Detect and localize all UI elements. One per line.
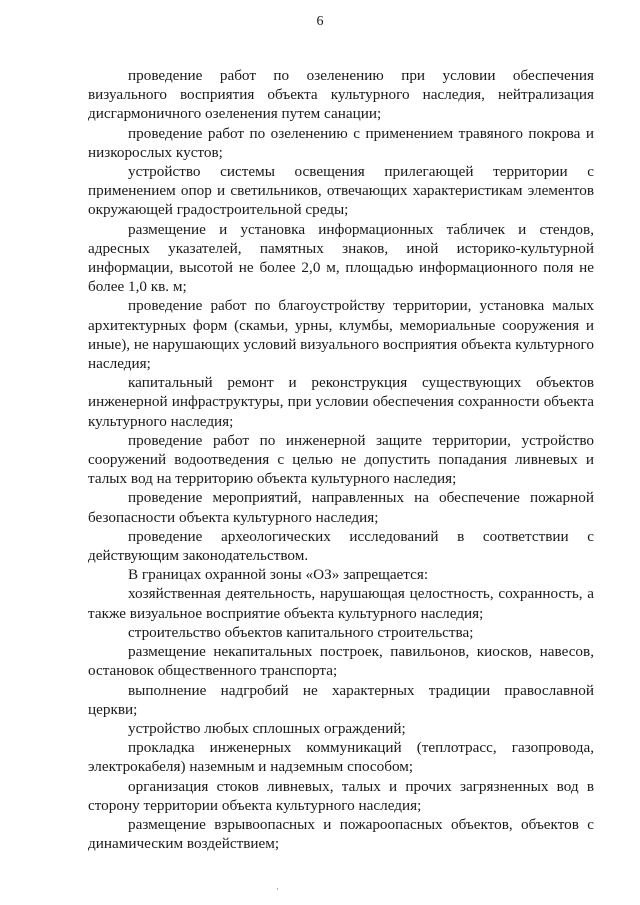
paragraph-economic-activity: хозяйственная деятельность, нарушающая целостность, сохранность, а также визуальное восприятие объекта культурного наследия;: [88, 585, 594, 622]
paragraph-utilities: прокладка инженерных коммуникаций (теплотрасс, газопровода, электрокабеля) наземным и надземным способом;: [88, 739, 594, 776]
paragraph-tombstones: выполнение надгробий не характерных традиции православной церкви;: [88, 681, 594, 718]
document-body: [88, 66, 594, 853]
paragraph-info-signs: размещение и установка информационных табличек и стендов, адресных указателей, памятных знаков, иной историко-культурной информации, высотой не более 2,0 м, площадью информационного поля не более 1,0 кв. м;: [88, 220, 594, 296]
paragraph-lighting: устройство системы освещения прилегающей территории с применением опор и светильников, отвечающих характеристикам элементов окружающей градостроительной среды;: [88, 163, 594, 219]
paragraph-archaeology: проведение археологических исследований в соответствии с действующим законодательством.: [88, 527, 594, 565]
paragraph-infrastructure-repair: капитальный ремонт и реконструкция существующих объектов инженерной инфраструктуры, при условии обеспечения сохранности объекта культурного наследия;: [88, 374, 594, 430]
paragraph-prohibited-heading: В границах охранной зоны «ОЗ» запрещается:: [128, 566, 429, 584]
paragraph-runoff: организация стоков ливневых, талых и прочих загрязненных вод в сторону территории объекта культурного наследия;: [88, 777, 594, 814]
paragraph-landscaping: проведение работ по благоустройству территории, установка малых архитектурных форм (скамьи, урны, клумбы, мемориальные сооружения и иные), не нарушающих условий визуального восприятия объекта культурного наследия;: [88, 297, 594, 373]
paragraph-fences: устройство любых сплошных ограждений;: [128, 719, 406, 737]
paragraph-hazardous-objects: размещение взрывоопасных и пожароопасных объектов, объектов с динамическим воздействием;: [88, 815, 594, 853]
paragraph-capital-construction: строительство объектов капитального строительства;: [128, 623, 474, 641]
paragraph-greening-grass: проведение работ по озеленению с применением травяного покрова и низкорослых кустов;: [88, 124, 594, 161]
page-number: 6: [316, 14, 324, 29]
paragraph-fire-safety: проведение мероприятий, направленных на обеспечение пожарной безопасности объекта культурного наследия;: [88, 489, 594, 526]
footer-mark: ·: [276, 884, 279, 894]
paragraph-greening-visual: проведение работ по озеленению при условии обеспечения визуального восприятия объекта культурного наследия, нейтрализация дисгармоничного озеленения путем санации;: [88, 67, 594, 123]
paragraph-temporary-structures: размещение некапитальных построек, павильонов, киосков, навесов, остановок общественного транспорта;: [88, 643, 594, 680]
paragraph-engineering-protection: проведение работ по инженерной защите территории, устройство сооружений водоотведения с целью не допустить попадания ливневых и талых вод на территорию объекта культурного наследия;: [88, 431, 594, 488]
